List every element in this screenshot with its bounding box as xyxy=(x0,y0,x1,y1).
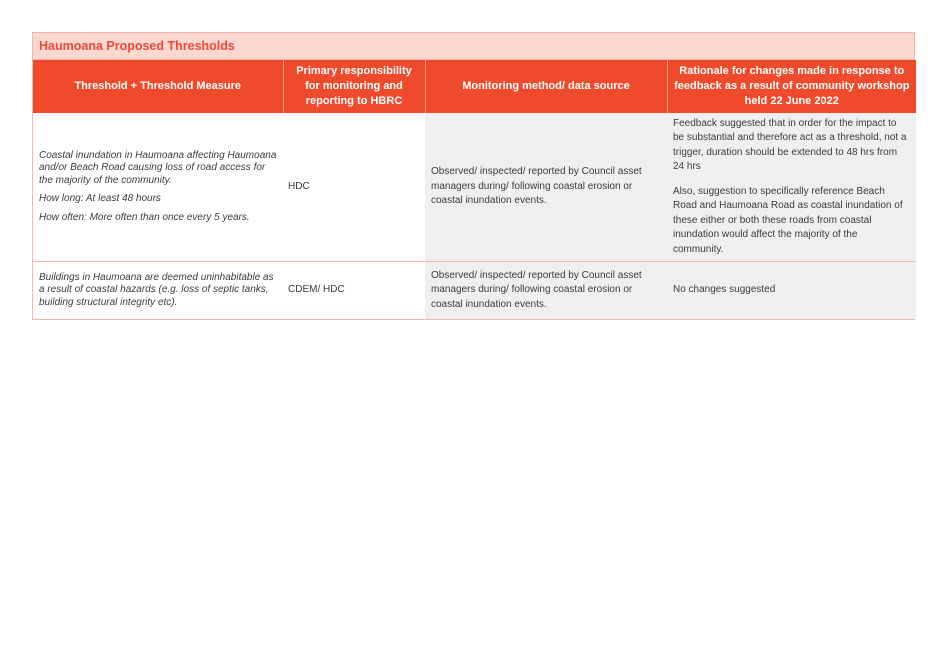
header-row xyxy=(33,60,916,113)
rationale-para-1: Feedback suggested that in order for the impact to be substantial and therefore act as a threshold, not a trigger, duration should be extended to 48 hrs from 24 hrs xyxy=(673,117,907,173)
cell-responsibility: HDC xyxy=(288,180,310,192)
cell-threshold xyxy=(33,113,283,262)
threshold-how-often: How often: More often than once every 5 years. xyxy=(39,211,250,223)
cell-monitoring: Observed/ inspected/ reported by Council asset managers during/ following coastal erosion or coastal inundation events. xyxy=(425,262,667,320)
cell-threshold: Buildings in Haumoana are deemed uninhabitable as a result of coastal hazards (e.g. loss of septic tanks, building structural integrity etc). xyxy=(33,262,283,320)
table-title: Haumoana Proposed Thresholds xyxy=(33,33,914,60)
cell-rationale xyxy=(667,113,916,262)
threshold-how-long: How long: At least 48 hours xyxy=(39,193,161,205)
table-row xyxy=(33,262,916,320)
threshold-text: Coastal inundation in Haumoana affecting Haumoana and/or Beach Road causing loss of road access for the majority of the community. xyxy=(39,149,277,186)
thresholds-table xyxy=(32,32,915,320)
cell-responsibility: CDEM/ HDC xyxy=(283,262,425,320)
cell-monitoring: Observed/ inspected/ reported by Council asset managers during/ following coastal erosion or coastal inundation events. xyxy=(425,113,667,262)
header-threshold: Threshold + Threshold Measure xyxy=(33,60,283,113)
header-monitoring: Monitoring method/ data source xyxy=(425,60,667,113)
header-responsibility: Primary responsibility for monitoring and reporting to HBRC xyxy=(283,60,425,113)
table-row xyxy=(33,113,916,262)
header-rationale: Rationale for changes made in response to feedback as a result of community workshop held 22 June 2022 xyxy=(667,60,916,113)
thresholds-grid xyxy=(33,60,916,319)
cell-rationale: No changes suggested xyxy=(667,262,916,320)
rationale-para-2: Also, suggestion to specifically reference Beach Road and Haumoana Road as coastal inundation of these either or both these roads from coastal inundation would affect the majority of the community. xyxy=(673,185,903,255)
